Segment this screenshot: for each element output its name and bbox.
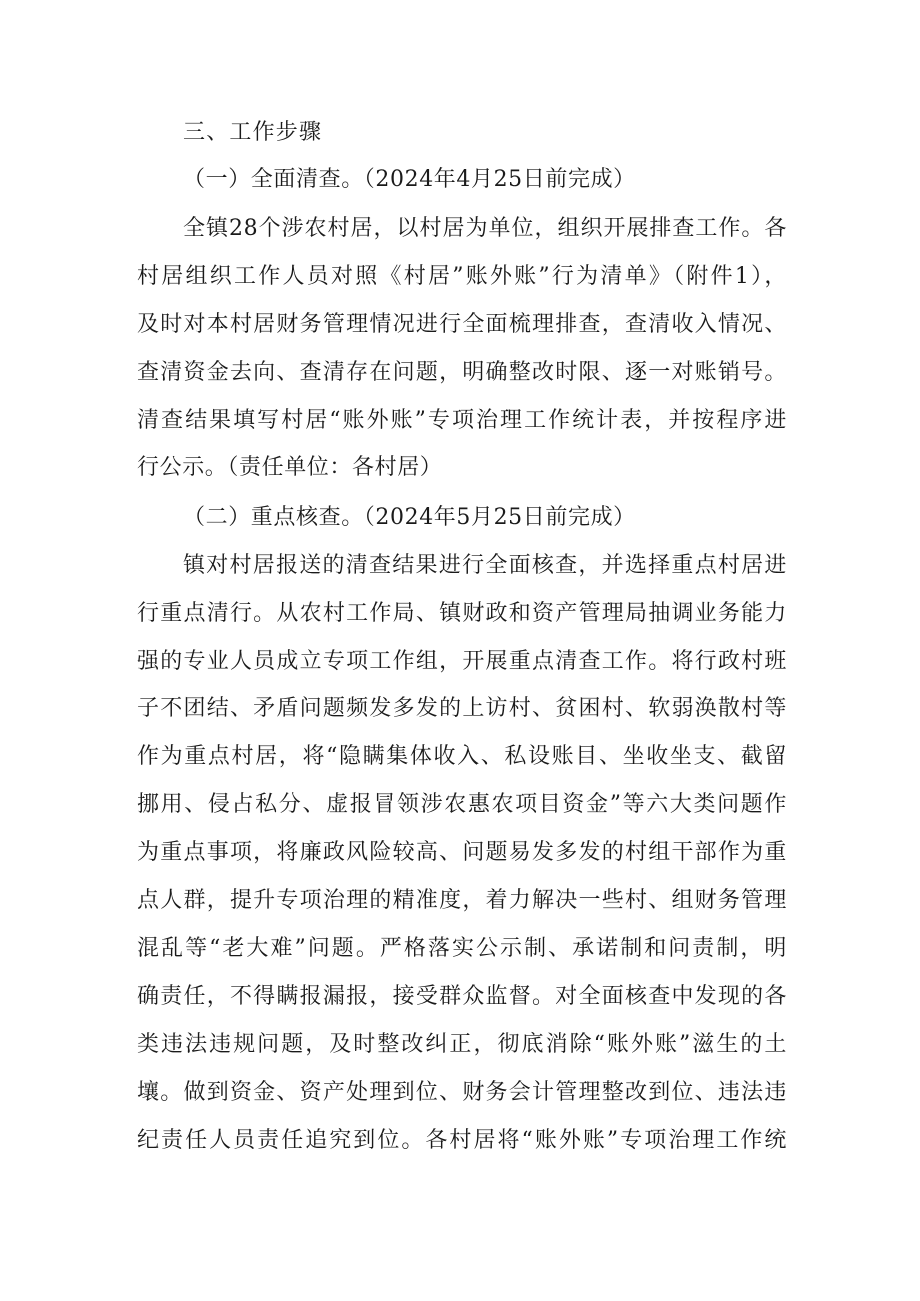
paragraph-2-line: 子不团结、矛盾问题频发多发的上访村、贫困村、软弱涣散村等 <box>137 696 787 721</box>
section-heading: 三、工作步骤 <box>183 120 323 145</box>
paragraph-2-line: 作为重点村居，将“隐瞒集体收入、私设账目、坐收坐支、截留 <box>137 744 787 769</box>
paragraph-1-line: 村居组织工作人员对照《村居”账外账”行为清单》（附件1）， <box>137 264 787 289</box>
paragraph-2-line: 镇对村居报送的清查结果进行全面核查，并选择重点村居进 <box>183 553 787 578</box>
paragraph-1-line: 及时对本村居财务管理情况进行全面梳理排查，查清收入情况、 <box>137 312 787 337</box>
paragraph-2-line: 混乱等“老大难”问题。严格落实公示制、承诺制和问责制，明 <box>137 936 787 961</box>
paragraph-2-line: 强的专业人员成立专项工作组，开展重点清查工作。将行政村班 <box>137 649 787 674</box>
paragraph-1-line: 查清资金去向、查清存在问题，明确整改时限、逐一对账销号。 <box>137 360 787 385</box>
paragraph-2-line: 类违法违规问题，及时整改纠正，彻底消除“账外账”滋生的土 <box>137 1032 787 1057</box>
paragraph-2-line: 确责任，不得瞒报漏报，接受群众监督。对全面核查中发现的各 <box>137 984 787 1009</box>
paragraph-2-line: 行重点清行。从农村工作局、镇财政和资产管理局抽调业务能力 <box>137 601 787 626</box>
subsection-title-1: （一）全面清查。（2024年4月25日前完成） <box>183 167 636 192</box>
paragraph-2-line: 挪用、侵占私分、虚报冒领涉农惠农项目资金”等六大类问题作 <box>137 792 787 817</box>
paragraph-1-line: 全镇28个涉农村居，以村居为单位，组织开展排查工作。各 <box>183 216 787 241</box>
paragraph-2-line: 点人群，提升专项治理的精准度，着力解决一些村、组财务管理 <box>137 888 787 913</box>
paragraph-2-line: 为重点事项，将廉政风险较高、问题易发多发的村组干部作为重 <box>137 840 787 865</box>
paragraph-1-line: 清查结果填写村居“账外账”专项治理工作统计表，并按程序进 <box>137 408 787 433</box>
paragraph-1-line: 行公示。（责任单位：各村居） <box>137 455 443 480</box>
subsection-title-2: （二）重点核查。（2024年5月25日前完成） <box>183 505 636 530</box>
paragraph-2-line: 纪责任人员责任追究到位。各村居将“账外账”专项治理工作统 <box>137 1128 787 1153</box>
paragraph-2-line: 壤。做到资金、资产处理到位、财务会计管理整改到位、违法违 <box>137 1080 787 1105</box>
